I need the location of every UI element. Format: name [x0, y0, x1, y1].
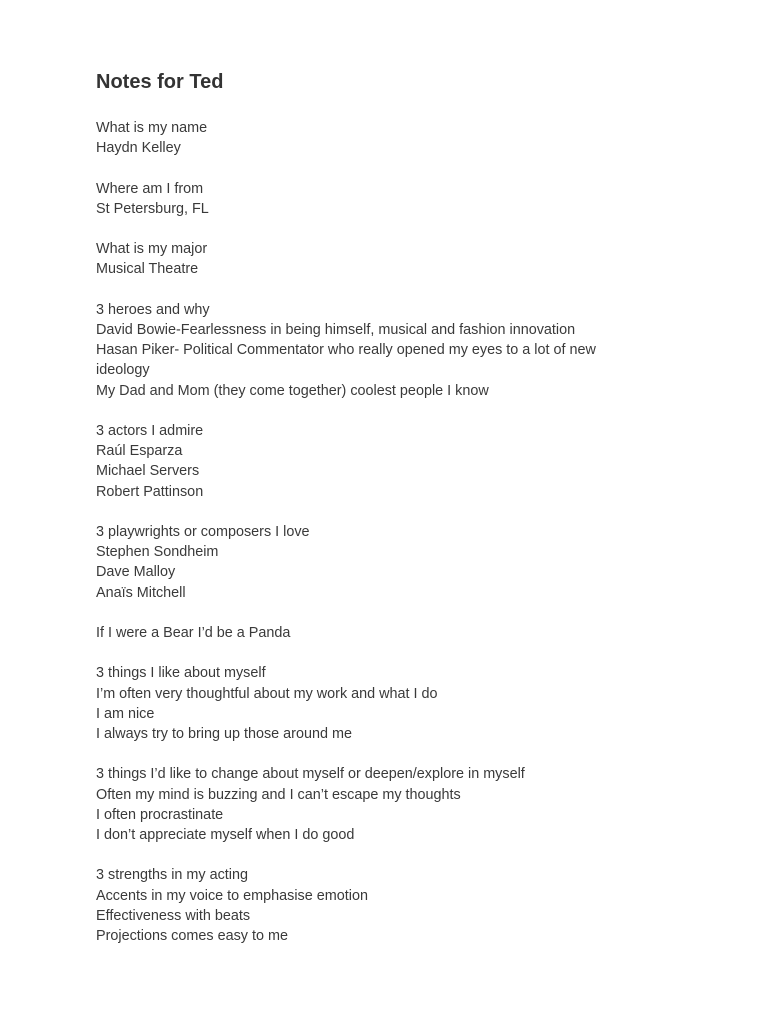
note-line: Projections comes easy to me [96, 927, 288, 944]
note-blank-line [96, 158, 696, 178]
note-line: My Dad and Mom (they come together) coolest people I know [96, 382, 489, 399]
note-title: Notes for Ted [96, 71, 224, 93]
note-line: St Petersburg, FL [96, 200, 209, 217]
note-line: Raúl Esparza [96, 443, 183, 460]
note-line: I always try to bring up those around me [96, 725, 352, 742]
note-line: What is my name [96, 120, 208, 136]
note-line: David Bowie-Fearlessness in being himself, musical and fashion innovation [96, 321, 576, 338]
note-blank-line [96, 744, 696, 764]
note-blank-line [96, 603, 696, 623]
note-line: Dave Malloy [96, 564, 176, 581]
note-blank-line [96, 401, 696, 421]
note-line: 3 strengths in my acting [96, 867, 248, 884]
note-line: Michael Servers [96, 463, 200, 480]
note-line: 3 heroes and why [96, 301, 210, 318]
note-line: Stephen Sondheim [96, 544, 219, 561]
note-line: I’m often very thoughtful about my work and what I do [96, 685, 438, 702]
note-line: I am nice [96, 705, 155, 722]
note-body[interactable] [96, 69, 696, 946]
note-line: Robert Pattinson [96, 483, 204, 500]
note-line: 3 things I’d like to change about myself or deepen/explore in myself [96, 766, 525, 783]
note-blank-line [96, 643, 696, 663]
note-line: Hasan Piker- Political Commentator who really opened my eyes to a lot of new [96, 342, 596, 359]
note-line: I often procrastinate [96, 806, 224, 823]
note-line: ideology [96, 362, 150, 379]
note-blank-line [96, 219, 696, 239]
note-line: Haydn Kelley [96, 140, 181, 157]
note-blank-line [96, 845, 696, 865]
note-line: Accents in my voice to emphasise emotion [96, 887, 368, 904]
note-line: I don’t appreciate myself when I do good [96, 826, 355, 843]
note-line: Effectiveness with beats [96, 907, 251, 924]
note-line: 3 things I like about myself [96, 665, 266, 682]
note-line: Anaïs Mitchell [96, 584, 186, 601]
note-line: Often my mind is buzzing and I can’t escape my thoughts [96, 786, 461, 803]
note-line: What is my major [96, 241, 208, 258]
note-blank-line [96, 502, 696, 522]
note-line: Musical Theatre [96, 261, 199, 278]
note-blank-line [96, 280, 696, 300]
note-text [96, 118, 696, 946]
note-line: 3 actors I admire [96, 422, 204, 439]
note-line: 3 playwrights or composers I love [96, 523, 310, 540]
note-line: Where am I from [96, 180, 204, 197]
note-line: If I were a Bear I’d be a Panda [96, 624, 291, 641]
